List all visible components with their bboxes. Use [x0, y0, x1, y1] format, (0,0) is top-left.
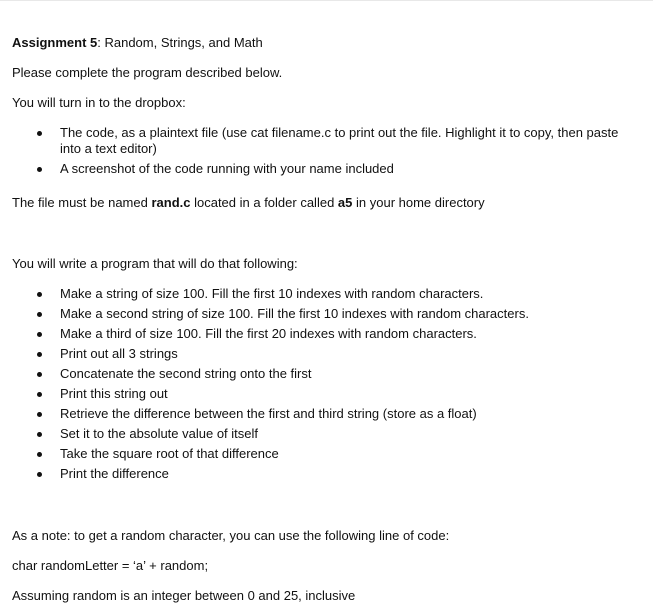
- file-requirement-suffix: in your home directory: [352, 195, 485, 210]
- program-step: Make a string of size 100. Fill the first 10 indexes with random characters.: [0, 286, 620, 302]
- turn-in-item: A screenshot of the code running with your name included: [0, 161, 620, 177]
- program-step: Concatenate the second string onto the first: [0, 366, 620, 382]
- assignment-title: [12, 35, 263, 51]
- folder-name: a5: [337, 195, 353, 210]
- program-step: Retrieve the difference between the first and third string (store as a float): [0, 406, 620, 422]
- assignment-title-rest: : Random, Strings, and Math: [97, 35, 263, 50]
- program-step: Set it to the absolute value of itself: [0, 426, 620, 442]
- assumption-text: Assuming random is an integer between 0 and 25, inclusive: [12, 588, 356, 603]
- program-step: Make a second string of size 100. Fill the first 10 indexes with random characters.: [0, 306, 620, 322]
- program-step: Make a third of size 100. Fill the first 20 indexes with random characters.: [0, 326, 620, 342]
- file-name: rand.c: [151, 195, 191, 210]
- turn-in-label: You will turn in to the dropbox:: [12, 95, 186, 110]
- assignment-title-bold: Assignment 5: [12, 35, 98, 50]
- top-divider: [0, 0, 653, 1]
- program-steps-list: [0, 286, 620, 482]
- note-text: As a note: to get a random character, you can use the following line of code:: [12, 528, 450, 543]
- file-requirement: [12, 195, 485, 211]
- file-requirement-prefix: The file must be named: [12, 195, 152, 210]
- program-step: Take the square root of that difference: [0, 446, 620, 462]
- program-step: Print the difference: [0, 466, 620, 482]
- program-step: Print out all 3 strings: [0, 346, 620, 362]
- program-step: Print this string out: [0, 386, 620, 402]
- code-line: char randomLetter = ‘a’ + random;: [12, 558, 209, 573]
- turn-in-list: [0, 125, 620, 177]
- intro-text: Please complete the program described below.: [12, 65, 283, 80]
- file-requirement-middle: located in a folder called: [190, 195, 338, 210]
- turn-in-item: The code, as a plaintext file (use cat filename.c to print out the file. Highlight it to copy, then paste into a text editor): [0, 125, 620, 157]
- program-label: You will write a program that will do that following:: [12, 256, 298, 271]
